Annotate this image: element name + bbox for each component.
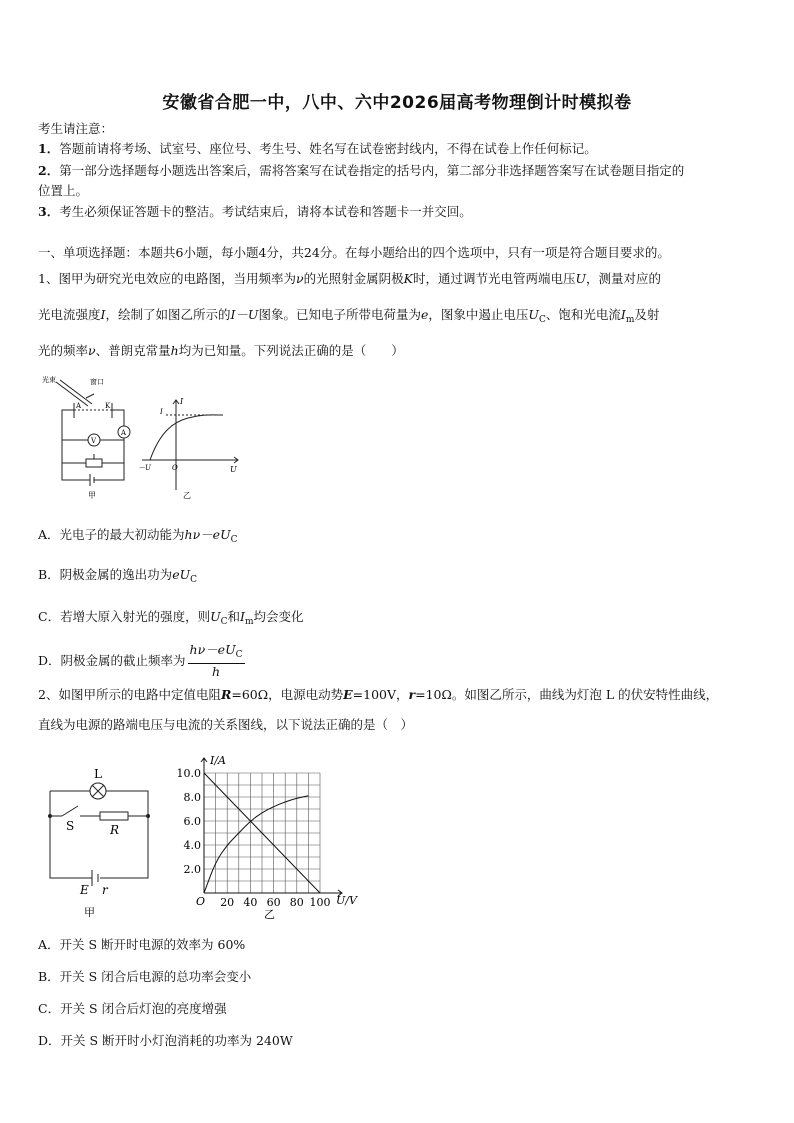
q2-line2: 直线为电源的路端电压与电流的关系图线，以下说法正确的是（ ） — [38, 717, 414, 732]
section-heading: 一、单项选择题：本题共6小题，每小题4分，共24分。在每小题给出的四个选项中，只有一项是符合题目要求的。 — [38, 245, 670, 260]
resistor-label: R — [110, 823, 120, 837]
q2-option-d[interactable]: D．开关 S 断开时小灯泡消耗的功率为 240W — [38, 1033, 293, 1048]
chart-ylabel: I/A — [210, 754, 226, 767]
cathode-label: K — [105, 402, 111, 410]
chart-ytick-label: 8.0 — [183, 791, 201, 804]
chart-caption: 乙 — [264, 908, 275, 921]
chart-xtick-label: 40 — [243, 896, 258, 909]
notice-heading: 考生请注意： — [38, 121, 114, 136]
page-title: 安徽省合肥一中，八中、六中2026届高考物理倒计时模拟卷 — [162, 93, 632, 113]
cutoff-frequency-fraction: $\frac{h\nu-eU_C}{h}$ — [189, 642, 243, 679]
graph-uc-label: －U — [138, 464, 151, 472]
chart-ytick-label: 2.0 — [183, 863, 201, 876]
chart-origin: O — [196, 895, 206, 908]
q1-option-a[interactable]: A．光电子的最大初动能为$h\nu-eU_C$ — [38, 527, 238, 545]
q2-option-c[interactable]: C．开关 S 闭合后灯泡的亮度增强 — [38, 1001, 227, 1016]
q1-line3: 光的频率ν、普朗克常量h均为已知量。下列说法正确的是（ ） — [38, 343, 404, 358]
chart-series-lamp-curve — [204, 796, 308, 893]
internal-resistance-label: r — [102, 883, 108, 897]
fig-jia-caption: 甲 — [88, 491, 96, 500]
q1-option-d[interactable]: D．阴极金属的截止频率为 $\frac{h\nu-eU_C}{h}$ — [38, 642, 243, 679]
chart-ytick-label: 10.0 — [176, 767, 201, 780]
window-label: 窗口 — [90, 378, 104, 386]
graph-im-label: I — [160, 408, 163, 416]
graph-origin: O — [172, 464, 178, 472]
voltmeter-label: V — [91, 437, 97, 445]
fig-yi-caption: 乙 — [183, 491, 191, 500]
junction-left — [48, 814, 52, 818]
chart-xtick-label: 20 — [220, 896, 235, 909]
notice-item-2: 2．第一部分选择题每小题选出答案后，需将答案写在试卷指定的括号内，第二部分非选择题答案写在试卷题目指定的 — [38, 163, 685, 178]
q2-circuit — [40, 766, 160, 921]
chart-ytick-label: 4.0 — [183, 839, 201, 852]
fig-jia-caption: 甲 — [84, 906, 95, 919]
lamp-label: L — [94, 767, 102, 781]
q1-line1: 1、图甲为研究光电效应的电路图，当用频率为ν的光照射金属阴极K时，通过调节光电管两端电压U，测量对应的 — [38, 271, 662, 286]
q1-option-b[interactable]: B．阴极金属的逸出功为$eU_C$ — [38, 567, 198, 585]
q1-line2: 光电流强度I，绘制了如图乙所示的I－U图象。已知电子所带电荷量为e，图象中遏止电压$U_C$、饱和光电流$I_m$及射 — [38, 307, 660, 325]
q2-line1: 2、如图甲所示的电路中定值电阻R=60Ω，电源电动势E=100V，r=10Ω。如图乙所示，曲线为灯泡 L 的伏安特性曲线， — [38, 687, 719, 702]
q1-figure — [38, 370, 248, 505]
anode-label: A — [76, 402, 82, 410]
notice-item-3: 3．考生必须保证答题卡的整洁。考试结束后，请将本试卷和答题卡一并交回。 — [38, 204, 472, 219]
graph-axis-i: I — [180, 397, 184, 406]
emf-label: E — [80, 883, 89, 897]
q1-option-c[interactable]: C．若增大原入射光的强度，则$U_C$和$I_m$均会变化 — [38, 609, 304, 627]
ammeter-label: A — [121, 429, 127, 437]
notice-item-2-cont: 位置上。 — [38, 183, 89, 198]
switch-label: S — [66, 819, 75, 833]
chart-xlabel: U/V — [336, 894, 357, 907]
junction-right — [146, 814, 150, 818]
chart-ytick-label: 6.0 — [183, 815, 201, 828]
chart-xtick-label: 100 — [309, 896, 331, 909]
q2-option-a[interactable]: A．开关 S 断开时电源的效率为 60% — [38, 937, 246, 952]
q2-iu-chart — [170, 752, 370, 922]
chart-xtick-label: 60 — [266, 896, 281, 909]
light-beam-label: 光束 — [42, 376, 56, 384]
chart-xtick-label: 80 — [289, 896, 304, 909]
q2-option-b[interactable]: B．开关 S 闭合后电源的总功率会变小 — [38, 969, 252, 984]
graph-axis-u: U — [230, 465, 237, 474]
notice-item-1: 1．答题前请将考场、试室号、座位号、考生号、姓名写在试卷密封线内，不得在试卷上作任何标记。 — [38, 141, 597, 156]
